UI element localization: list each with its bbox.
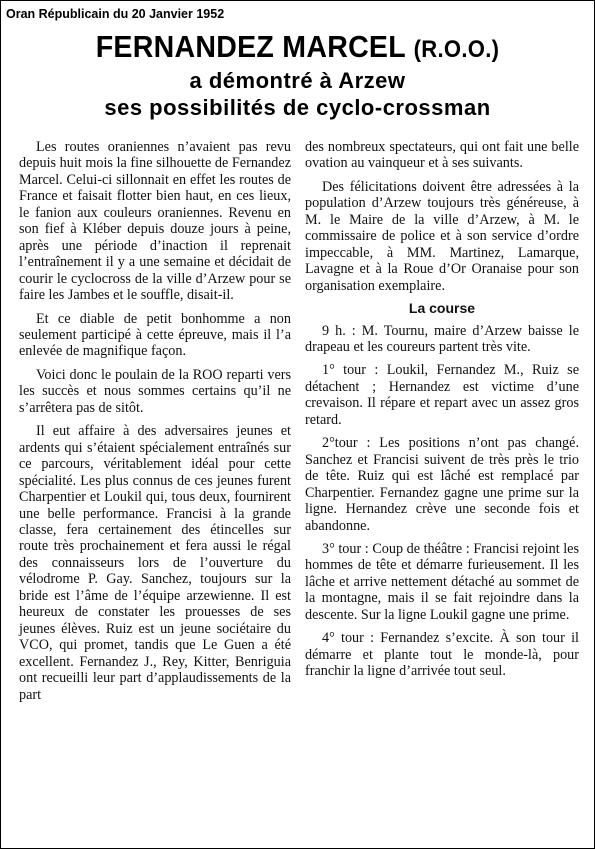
headline-line3: ses possibilités de cyclo-crossman xyxy=(104,95,491,120)
paragraph: 2°tour : Les positions n’ont pas changé. Sanchez et Francisi suivent de très près le trio de tête. Ruiz qui est lâché est remplacé par Charpentier. Fernandez gagne une prime sur la ligne. Hernandez crève une seconde fois et abandonne. xyxy=(305,435,579,534)
article-column-2 xyxy=(305,139,579,687)
headline-name: FERNANDEZ MARCEL xyxy=(95,29,406,64)
headline-club: (R.O.O.) xyxy=(413,36,500,63)
headline-line2: a démontré à Arzew xyxy=(189,68,406,93)
paragraph: 9 h. : M. Tournu, maire d’Arzew baisse le drapeau et les coureurs partent très vite. xyxy=(305,322,579,355)
paragraph: Des félicitations doivent être adressées à la population d’Arzew toujours très généreuse, à M. le Maire de la ville d’Arzew, à M. le commissaire de police et à son service d’ordre impeccable, à MM. Martinez, Lamarque, Lavagne et à la Roue d’Or Oranaise pour son organisation exemplaire. xyxy=(305,178,579,294)
source-line: Oran Républicain du 20 Janvier 1952 xyxy=(6,7,225,21)
section-heading: La course xyxy=(408,300,476,317)
paragraph: 3° tour : Coup de théâtre : Francisi rejoint les hommes de tête et démarre furieusement. Il les lâche et arrive nettement détaché au sommet de la montagne, mais il se fait rejoindre dans la descente. Sur la ligne Loukil gagne une prime. xyxy=(305,540,579,623)
paragraph: Il eut affaire à des adversaires jeunes et ardents qui s’étaient spécialement entraînés sur ce parcours, véritablement idéal pour cette spécialité. Les plus connus de ces jeunes furent Charpentier et Loukil qui, tous deux, fournirent une belle performance. Francisi à la grande classe, fera certainement des étincelles sur route très prochainement et fera aussi le régal des connaisseurs lors de l’ouverture du vélodrome P. Gay. Sanchez, toujours sur la bride est l’âme de l’équipe arzewienne. Il est heureux de constater les prouesses de ses jeunes élèves. Ruiz est un jeune sociétaire du VCO, qui promet, tandis que Le Guen a été excellent. Fernandez J., Rey, Kitter, Benriguia ont recueilli leur part d’applaudissements de la part xyxy=(19,423,291,703)
headline xyxy=(0,30,595,121)
paragraph: Et ce diable de petit bonhomme a non seulement participé à cette épreuve, mais il l’a enlevée de magnifique façon. xyxy=(19,310,291,360)
paragraph: Les routes oraniennes n’avaient pas revu depuis huit mois la fine silhouette de Fernandez Marcel. Celui-ci sillonnait en effet les routes de France et faisait flotter bien haut, en ces lieux, le fanion aux couleurs oraniennes. Revenu en son fief à Kléber depuis douze jours à peine, après une période d’inaction il reprenait l’entraînement il y a une semaine et décidait de courir le cyclocross de la ville d’Arzew pour se faire les Jambes et le souffle, disait-il. xyxy=(19,139,291,304)
article-column-1 xyxy=(19,139,291,710)
paragraph: des nombreux spectateurs, qui ont fait une belle ovation au vainqueur et à ses suivants. xyxy=(305,139,579,172)
paragraph: 1° tour : Loukil, Fernandez M., Ruiz se détachent ; Hernandez est victime d’une crevaison. Il répare et repart avec un assez gros retard. xyxy=(305,362,579,428)
paragraph: Voici donc le poulain de la ROO reparti vers les succès et nous sommes certains qu’il ne s’arrêtera pas de sitôt. xyxy=(19,366,291,416)
paragraph: 4° tour : Fernandez s’excite. À son tour il démarre et plante tout le monde-là, pour franchir la ligne d’arrivée tout seul. xyxy=(305,630,579,680)
headline-main xyxy=(24,30,571,67)
